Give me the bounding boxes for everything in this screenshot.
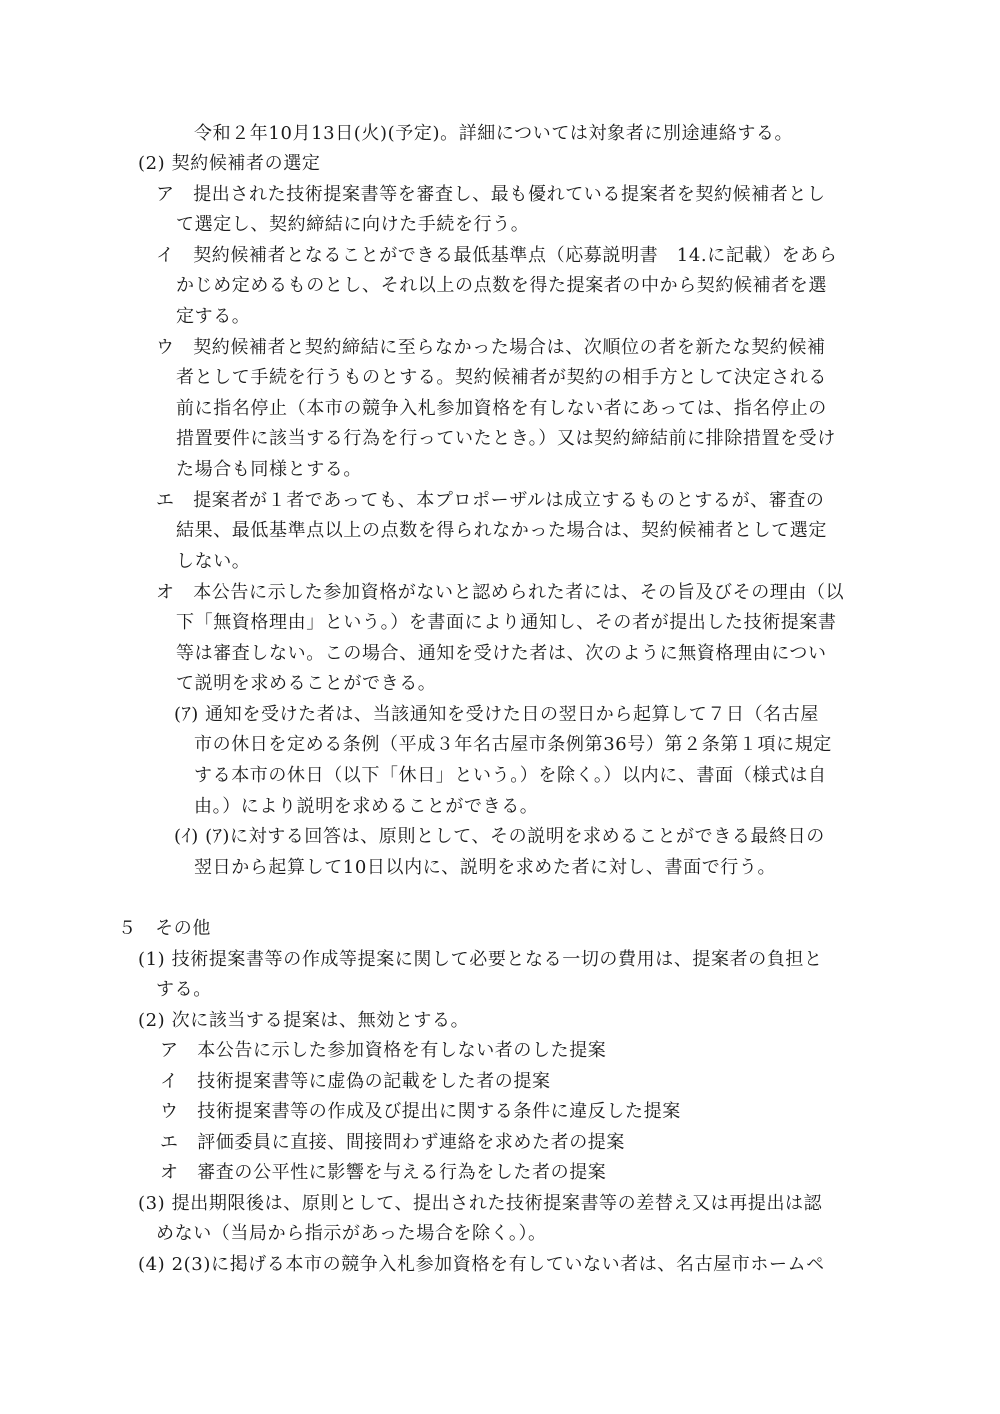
list-item: ア 提出された技術提案書等を審査し、最も優れている提案者を契約候補者とし [156,184,826,205]
text-line: しない。 [176,551,251,572]
list-item: ウ 契約候補者と契約締結に至らなかった場合は、次順位の者を新たな契約候補 [156,337,826,358]
list-item: (2) 次に該当する提案は、無効とする。 [138,1010,470,1031]
list-item: エ 提案者が１者であっても、本プロポーザルは成立するものとするが、審査の [156,490,825,511]
text-line: 等は審査しない。この場合、通知を受けた者は、次のように無資格理由につい [176,643,827,664]
text-line: 令和２年10月13日(火)(予定)。詳細については対象者に別途連絡する。 [194,123,794,144]
subheading: (2) 契約候補者の選定 [138,153,321,174]
text-line: 結果、最低基準点以上の点数を得られなかった場合は、契約候補者として選定 [176,520,827,541]
list-item: (1) 技術提案書等の作成等提案に関して必要となる一切の費用は、提案者の負担と [138,949,823,970]
list-item: エ 評価委員に直接、間接問わず連絡を求めた者の提案 [160,1132,625,1153]
list-item: イ 契約候補者となることができる最低基準点（応募説明書 14.に記載）をあら [156,245,838,266]
text-line: 由。）により説明を求めることができる。 [194,796,539,817]
text-line: めない（当局から指示があった場合を除く。）。 [156,1223,547,1244]
text-line: 者として手続を行うものとする。契約候補者が契約の相手方として決定される [176,367,827,388]
text-line: た場合も同様とする。 [176,459,362,480]
text-line: 定する。 [176,306,251,327]
list-item: オ 本公告に示した参加資格がないと認められた者には、その旨及びその理由（以 [156,582,845,603]
list-item: オ 審査の公平性に影響を与える行為をした者の提案 [160,1162,607,1183]
text-line: かじめ定めるものとし、それ以上の点数を得た提案者の中から契約候補者を選 [176,275,827,296]
text-line: 翌日から起算して10日以内に、説明を求めた者に対し、書面で行う。 [194,857,777,878]
text-line: て説明を求めることができる。 [176,673,437,694]
list-item: (4) 2(3)に掲げる本市の競争入札参加資格を有していない者は、名古屋市ホームペ [138,1254,825,1275]
text-line: 下「無資格理由」という。）を書面により通知し、その者が提出した技術提案書 [176,612,837,633]
text-line: 措置要件に該当する行為を行っていたとき。）又は契約締結前に排除措置を受け [176,428,836,449]
text-line: て選定し、契約締結に向けた手続を行う。 [176,214,530,235]
text-line: 市の休日を定める条例（平成３年名古屋市条例第36号）第２条第１項に規定 [194,734,832,755]
list-item: (ｱ) 通知を受けた者は、当該通知を受けた日の翌日から起算して７日（名古屋 [174,704,819,725]
text-line: 前に指名停止（本市の競争入札参加資格を有しない者にあっては、指名停止の [176,398,827,419]
text-line: する。 [156,979,212,1000]
list-item: ア 本公告に示した参加資格を有しない者のした提案 [160,1040,607,1061]
list-item: イ 技術提案書等に虚偽の記載をした者の提案 [160,1071,551,1092]
list-item: (ｲ) (ｱ)に対する回答は、原則として、その説明を求めることができる最終日の [174,826,825,847]
section-heading: ５ その他 [118,918,211,939]
list-item: (3) 提出期限後は、原則として、提出された技術提案書等の差替え又は再提出は認 [138,1193,823,1214]
text-line: する本市の休日（以下「休日」という。）を除く。）以内に、書面（様式は自 [194,765,827,786]
list-item: ウ 技術提案書等の作成及び提出に関する条件に違反した提案 [160,1101,681,1122]
